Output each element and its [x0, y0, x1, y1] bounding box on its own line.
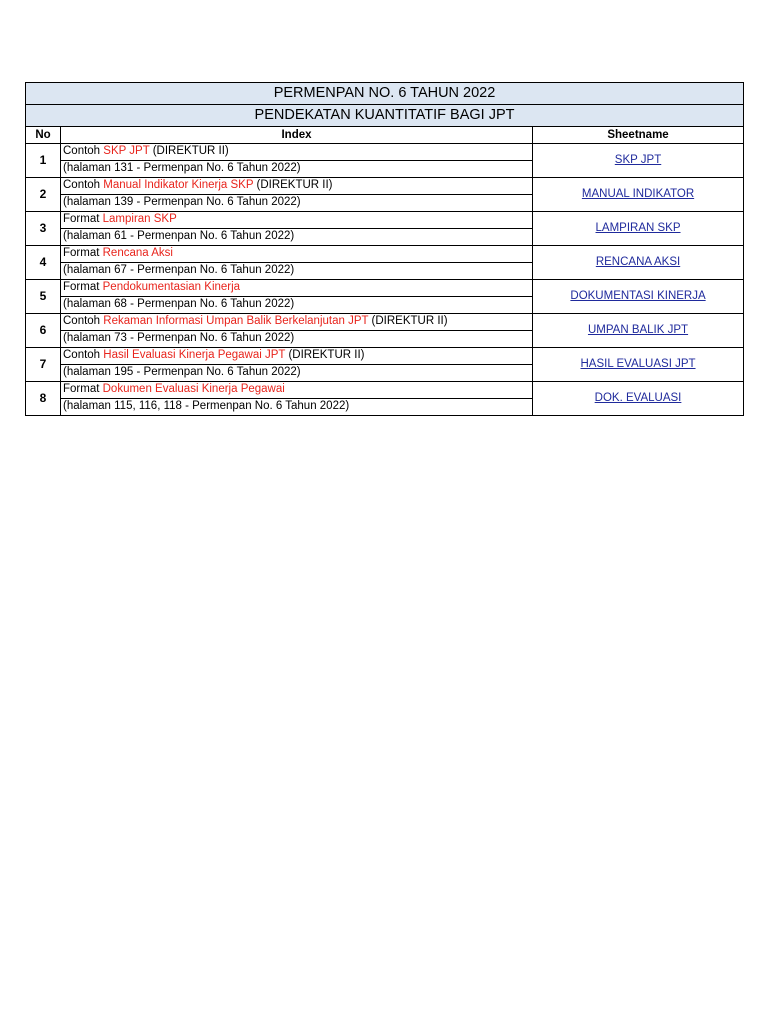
- index-table-body: [26, 83, 744, 416]
- document-title: PERMENPAN NO. 6 TAHUN 2022: [26, 83, 744, 105]
- sheet-link[interactable]: HASIL EVALUASI JPT: [580, 358, 696, 370]
- column-header-index: Index: [61, 127, 533, 144]
- page-reference: (halaman 139 - Permenpan No. 6 Tahun 2022): [61, 195, 533, 212]
- table-row: [26, 212, 744, 229]
- index-highlight: Manual Indikator Kinerja SKP: [103, 179, 254, 191]
- row-number: 7: [26, 348, 61, 382]
- sheetname-cell: [533, 178, 744, 212]
- subtitle-row: [26, 105, 744, 127]
- index-prefix: Contoh: [63, 349, 104, 361]
- sheet-link[interactable]: MANUAL INDIKATOR: [581, 188, 695, 200]
- title-row: [26, 83, 744, 105]
- index-highlight: Hasil Evaluasi Kinerja Pegawai JPT: [103, 349, 286, 361]
- row-number: 8: [26, 382, 61, 416]
- index-prefix: Contoh: [63, 179, 104, 191]
- table-row: [26, 280, 744, 297]
- index-description: [61, 246, 533, 263]
- column-header-no: No: [26, 127, 61, 144]
- sheetname-cell: [533, 246, 744, 280]
- row-number: 5: [26, 280, 61, 314]
- index-prefix: Format: [63, 247, 103, 259]
- index-highlight: Rekaman Informasi Umpan Balik Berkelanjutan JPT: [103, 315, 369, 327]
- index-suffix: (DIREKTUR II): [253, 179, 333, 191]
- row-number: 3: [26, 212, 61, 246]
- row-number: 4: [26, 246, 61, 280]
- sheet-link[interactable]: DOKUMENTASI KINERJA: [570, 290, 706, 302]
- table-row: [26, 178, 744, 195]
- index-highlight: Lampiran SKP: [102, 213, 177, 225]
- table-row: [26, 382, 744, 399]
- index-description: [61, 144, 533, 161]
- table-row: [26, 314, 744, 331]
- index-table: [25, 82, 744, 416]
- page-reference: (halaman 131 - Permenpan No. 6 Tahun 2022): [61, 161, 533, 178]
- page-reference: (halaman 61 - Permenpan No. 6 Tahun 2022): [61, 229, 533, 246]
- sheetname-cell: [533, 144, 744, 178]
- page-reference: (halaman 115, 116, 118 - Permenpan No. 6 Tahun 2022): [61, 399, 533, 416]
- table-row: [26, 348, 744, 365]
- sheetname-cell: [533, 348, 744, 382]
- column-header-row: [26, 127, 744, 144]
- index-suffix: (DIREKTUR II): [368, 315, 448, 327]
- row-number: 6: [26, 314, 61, 348]
- sheetname-cell: [533, 212, 744, 246]
- page-reference: (halaman 68 - Permenpan No. 6 Tahun 2022): [61, 297, 533, 314]
- row-number: 2: [26, 178, 61, 212]
- sheet-link[interactable]: RENCANA AKSI: [595, 256, 681, 268]
- table-row: [26, 144, 744, 161]
- index-prefix: Contoh: [63, 315, 104, 327]
- sheetname-cell: [533, 314, 744, 348]
- index-highlight: Pendokumentasian Kinerja: [102, 281, 241, 293]
- index-suffix: (DIREKTUR II): [285, 349, 365, 361]
- index-suffix: (DIREKTUR II): [149, 145, 229, 157]
- index-description: [61, 348, 533, 365]
- sheetname-cell: [533, 280, 744, 314]
- page-reference: (halaman 73 - Permenpan No. 6 Tahun 2022): [61, 331, 533, 348]
- index-description: [61, 212, 533, 229]
- index-highlight: Dokumen Evaluasi Kinerja Pegawai: [102, 383, 285, 395]
- index-prefix: Format: [63, 281, 103, 293]
- page-reference: (halaman 195 - Permenpan No. 6 Tahun 2022): [61, 365, 533, 382]
- index-prefix: Format: [63, 213, 103, 225]
- index-highlight: Rencana Aksi: [102, 247, 173, 259]
- index-description: [61, 382, 533, 399]
- sheet-link[interactable]: DOK. EVALUASI: [594, 392, 682, 404]
- column-header-sheetname: Sheetname: [533, 127, 744, 144]
- row-number: 1: [26, 144, 61, 178]
- sheet-link[interactable]: LAMPIRAN SKP: [595, 222, 681, 234]
- document-subtitle: PENDEKATAN KUANTITATIF BAGI JPT: [26, 105, 744, 127]
- sheetname-cell: [533, 382, 744, 416]
- page-reference: (halaman 67 - Permenpan No. 6 Tahun 2022): [61, 263, 533, 280]
- index-description: [61, 314, 533, 331]
- table-row: [26, 246, 744, 263]
- sheet-link[interactable]: UMPAN BALIK JPT: [587, 324, 689, 336]
- index-prefix: Format: [63, 383, 103, 395]
- sheet-link[interactable]: SKP JPT: [614, 154, 662, 166]
- index-description: [61, 280, 533, 297]
- index-prefix: Contoh: [63, 145, 104, 157]
- index-highlight: SKP JPT: [103, 145, 150, 157]
- index-description: [61, 178, 533, 195]
